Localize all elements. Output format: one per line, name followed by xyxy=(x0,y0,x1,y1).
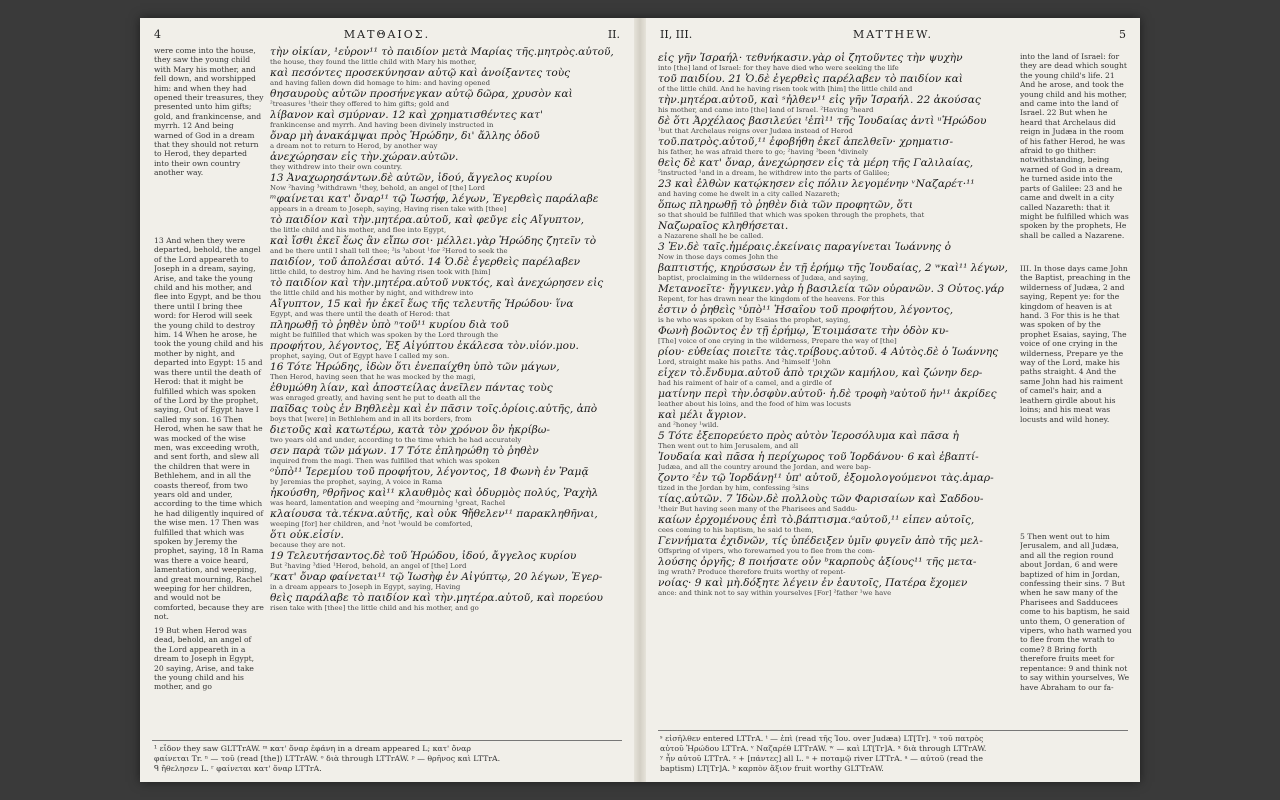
greek-line: ἐθυμώθη λίαν, καὶ ἀποστείλας ἀνεῖλεν πάντας τοὺς xyxy=(270,382,553,394)
greek-line: βαπτιστής, κηρύσσων ἐν τῇ ἐρήμῳ τῆς Ἰουδαίας, 2 ʷκαὶ¹¹ λέγων, xyxy=(658,262,1008,274)
english-gloss-line: Offspring of vipers, who forewarned you to flee from the com- xyxy=(658,547,875,555)
english-gloss-line: the house, they found the little child with Mary his mother, xyxy=(270,58,477,66)
english-gloss-line: is he who was spoken of by Esaias the prophet, saying, xyxy=(658,316,851,324)
english-gloss-line: and having fallen down did homage to him: and having opened xyxy=(270,79,490,87)
greek-line: λίβανον καὶ σμύρναν. 12 καὶ χρηματισθέντες κατ' xyxy=(270,109,543,121)
greek-line: θησαυροὺς αὐτῶν προσήνεγκαν αὐτῷ δῶρα, χρυσὸν καὶ xyxy=(270,88,573,100)
greek-line: ἐστιν ὁ ῥηθεὶς ˣὑπὸ¹¹ Ἡσαΐου τοῦ προφήτου, λέγοντος, xyxy=(658,304,954,316)
greek-line: καὶ μέλι ἄγριον. xyxy=(658,409,747,421)
greek-line: ʳκατ' ὄναρ φαίνεται¹¹ τῷ Ἰωσὴφ ἐν Αἰγύπτῳ, 20 λέγων, Ἐγερ- xyxy=(270,571,603,583)
page-number: 4 xyxy=(154,28,161,41)
greek-line: τὴν οἰκίαν, ¹εὗρον¹¹ τὸ παιδίον μετὰ Μαρίας τῆς.μητρὸς.αὐτοῦ, xyxy=(270,46,614,58)
english-gloss-line: ing wrath? Produce therefore fruits worthy of repent- xyxy=(658,568,846,576)
greek-line: 16 Τότε Ἡρώδης, ἰδὼν ὅτι ἐνεπαίχθη ὑπὸ τῶν μάγων, xyxy=(270,361,560,373)
english-gloss-line: and be there until I shall tell thee; ²is ³about ¹for ²Herod to seek the xyxy=(270,247,508,255)
greek-line: διετοῦς καὶ κατωτέρω, κατὰ τὸν χρόνον ὃν ἠκρίβω- xyxy=(270,424,550,436)
english-gloss-line: so that should be fulfilled that which was spoken through the prophets, that xyxy=(658,211,925,219)
greek-line: ἠκούσθη, ᵖθρῆνος καὶ¹¹ κλαυθμὸς καὶ ὀδυρμὸς πολύς, Ῥαχὴλ xyxy=(270,487,599,499)
english-column-block: III. In those days came John the Baptist, preaching in the wilderness of Judæa, 2 and saying, Repent ye: for the kingdom of heaven is at hand. 3 For this is he that was spoken of by the prophet Esaias, saying, The voice of one crying in the wilderness, Prepare ye the way of the Lord, make his paths straight. 4 And the same John had his raiment of camel's hair, and a leathern girdle about his loins; and his meat was locusts and wild honey. xyxy=(1020,264,1131,424)
greek-line: Ναζωραῖος κληθήσεται. xyxy=(658,220,789,232)
left-page-header xyxy=(154,28,620,48)
english-gloss-line: by Jeremias the prophet, saying, A voice in Rama xyxy=(270,478,443,486)
greek-line: τοῦ παιδίου. 21 Ὁ.δὲ ἐγερθεὶς παρέλαβεν τὸ παιδίον καὶ xyxy=(658,73,963,85)
greek-line: ᵒὑπὸ¹¹ Ἱερεμίου τοῦ προφήτου, λέγοντος, 18 Φωνὴ ἐν Ῥαμᾷ xyxy=(270,466,589,478)
greek-line: κλαίουσα τὰ.τέκνα.αὐτῆς, καὶ οὐκ ᑫἤθελεν¹¹ παρακληθῆναι, xyxy=(270,508,598,520)
english-gloss-line: was heard, lamentation and weeping and ²mourning ¹great, Rachel xyxy=(270,499,506,507)
greek-line: ᵐφαίνεται κατ' ὄναρ¹¹ τῷ Ἰωσήφ, λέγων, Ἐγερθεὶς παράλαβε xyxy=(270,193,599,205)
english-gloss-line: ¹their But having seen many of the Pharisees and Saddu- xyxy=(658,505,858,513)
english-gloss-line: of the little child. And he having risen took with [him] the little child and xyxy=(658,85,913,93)
greek-line: τίας.αὐτῶν. 7 Ἰδὼν.δὲ πολλοὺς τῶν Φαρισαίων καὶ Σαδδου- xyxy=(658,493,984,505)
english-gloss-line: because they are not. xyxy=(270,541,346,549)
english-gloss-line: Now ²having ³withdrawn ¹they, behold, an angel of [the] Lord xyxy=(270,184,485,192)
english-gloss-line: they withdrew into their own country. xyxy=(270,163,403,171)
greek-line: καὶ πεσόντες προσεκύνησαν αὐτῷ καὶ ἀνοίξαντες τοὺς xyxy=(270,67,571,79)
greek-line: καίων ἐρχομένους ἐπὶ τὸ.βάπτισμα.ᵃαὐτοῦ,¹¹ εἶπεν αὐτοῖς, xyxy=(658,514,975,526)
book-gutter xyxy=(634,18,646,782)
english-gloss-line: in a dream appears to Joseph in Egypt, saying, Having xyxy=(270,583,461,591)
english-column-block: 13 And when they were departed, behold, the angel of the Lord appeareth to Joseph in a dream, saying, Arise, and take the young child and his mother, and flee into Egypt, and be thou there until I bring thee word: for Herod will seek the young child to destroy him. 14 When he arose, he took the young child and his mother by night, and departed into Egypt: 15 and was there until the death of Herod: that it might be fulfilled which was spoken of the Lord by the prophet, saying, Out of Egypt have I called my son. 16 Then Herod, when he saw that he was mocked of the wise men, was exceeding wroth, and sent forth, and slew all the children that were in Bethlehem, and in all the coasts thereof, from two years old and under, according to the time which he had diligently inquired of the wise men. 17 Then was fulfilled that which was spoken by Jeremy the prophet, saying, 18 In Rama was there a voice heard, lamentation, and weeping, and great mourning, Rachel weeping for her children, and would not be comforted, because they are not. xyxy=(154,236,264,622)
greek-line: δὲ ὅτι Ἀρχέλαος βασιλεύει ᵗἐπὶ¹¹ τῆς Ἰουδαίας ἀντὶ ᵘἩρώδου xyxy=(658,115,987,127)
greek-line: ὅτι οὐκ.εἰσίν. xyxy=(270,529,344,541)
english-gloss-line: ance: and think not to say within yourselves [For] ²father ¹we have xyxy=(658,589,892,597)
greek-line: σεν παρὰ τῶν μάγων. 17 Τότε ἐπληρώθη τὸ ῥηθὲν xyxy=(270,445,539,457)
chapter-marker: II. xyxy=(607,28,620,41)
english-column-block: 5 Then went out to him Jerusalem, and all Judæa, and all the region round about Jordan, 6 and were baptized of him in Jordan, confessing their sins. 7 But when he saw many of the Pharisees and Sadducees come to his baptism, he said unto them, O generation of vipers, who hath warned you to flee from the wrath to come? 8 Bring forth therefore fruits meet for repentance: 9 and think not to say within yourselves, We have Abraham to our fa- xyxy=(1020,532,1132,692)
english-gloss-line: prophet, saying, Out of Egypt have I called my son. xyxy=(270,352,450,360)
english-gloss-line: and ²honey ¹wild. xyxy=(658,421,719,429)
greek-line: θεὶς παράλαβε τὸ παιδίον καὶ τὴν.μητέρα.αὐτοῦ, καὶ πορεύου xyxy=(270,592,603,604)
greek-line: τὸ παιδίον καὶ τὴν.μητέρα.αὐτοῦ, καὶ φεῦγε εἰς Αἴγυπτον, xyxy=(270,214,585,226)
greek-line: τὸ παιδίον καὶ τὴν.μητέρα.αὐτοῦ νυκτός, καὶ ἀνεχώρησεν εἰς xyxy=(270,277,604,289)
english-gloss-line: the little child and his mother, and flee into Egypt, xyxy=(270,226,447,234)
greek-line: Αἴγυπτον, 15 καὶ ἦν ἐκεῖ ἕως τῆς τελευτῆς Ἡρώδου· ἵνα xyxy=(270,298,574,310)
english-gloss-line: frankincense and myrrh. And having been divinely instructed in xyxy=(270,121,494,129)
english-gloss-line: two years old and under, according to the time which he had accurately xyxy=(270,436,522,444)
english-gloss-line: a dream not to return to Herod, by another way xyxy=(270,142,438,150)
footnote-line: ¹ εἶδον they saw GLTTrAW. ᵐ κατ' ὄναρ ἐφάνη in a dream appeared L; κατ' ὄναρ xyxy=(154,744,471,753)
english-gloss-line: inquired from the magi. Then was fulfilled that which was spoken xyxy=(270,457,500,465)
greek-line: 5 Τότε ἐξεπορεύετο πρὸς αὐτὸν Ἱεροσόλυμα καὶ πᾶσα ἡ xyxy=(658,430,959,442)
english-gloss-line: baptist, proclaiming in the wilderness of Judæa, and saying, xyxy=(658,274,869,282)
greek-line: παιδίον, τοῦ ἀπολέσαι αὐτό. 14 Ὁ.δὲ ἐγερθεὶς παρέλαβεν xyxy=(270,256,581,268)
english-gloss-line: little child, to destroy him. And he having risen took with [him] xyxy=(270,268,491,276)
greek-line: παῖδας τοὺς ἐν Βηθλεὲμ καὶ ἐν πᾶσιν τοῖς.ὁρίοις.αὐτῆς, ἀπὸ xyxy=(270,403,598,415)
chapter-marker: II, III. xyxy=(660,28,693,41)
footnote-line: ᑫ ἤθελησεν L. ʳ φαίνεται κατ' ὄναρ LTTrA. xyxy=(154,764,322,773)
english-gloss-line: into [the] land of Israel: for they have died who were seeking the life xyxy=(658,64,899,72)
footnote-divider xyxy=(152,740,622,741)
greek-line: Ἰουδαία καὶ πᾶσα ἡ περίχωρος τοῦ Ἰορδάνου· 6 καὶ ἐβαπτί- xyxy=(658,451,979,463)
greek-line: τὴν.μητέρα.αὐτοῦ, καὶ ˢἦλθεν¹¹ εἰς γῆν Ἰσραήλ. 22 ἀκούσας xyxy=(658,94,981,106)
greek-line: νοίας· 9 καὶ μὴ.δόξητε λέγειν ἐν ἑαυτοῖς, Πατέρα ἔχομεν xyxy=(658,577,968,589)
english-column-block: into the land of Israel: for they are dead which sought the young child's life. 21 And he arose, and took the young child and his mother, and came into the land of Israel. 22 But when he heard that Archelaus did reign in Judæa in the room of his father Herod, he was afraid to go thither: notwithstanding, being warned of God in a dream, he turned aside into the parts of Galilee: 23 and he came and dwelt in a city called Nazareth: that it might be fulfilled which was spoken by the prophets, He shall be called a Nazarene. xyxy=(1020,52,1129,240)
english-gloss-line: tized in the Jordan by him, confessing ²sins xyxy=(658,484,809,492)
greek-line: προφήτου, λέγοντος, Ἐξ Αἰγύπτου ἐκάλεσα τὸν.υἱόν.μου. xyxy=(270,340,579,352)
english-gloss-line: was enraged greatly, and having sent he put to death all the xyxy=(270,394,481,402)
english-gloss-line: cees coming to his baptism, he said to them, xyxy=(658,526,814,534)
left-page xyxy=(140,18,634,782)
footnote-line: φαίνεται Tr. ⁿ — τοῦ (read [the]) LTTrAW. ᵒ διὰ through LTTrAW. ᵖ — θρῆνος καὶ LTTrA. xyxy=(154,754,501,763)
english-gloss-line: ²treasures ¹their they offered to him gifts; gold and xyxy=(270,100,450,108)
english-gloss-line: Egypt, and was there until the death of Herod: that xyxy=(270,310,450,318)
english-gloss-line: Now in those days comes John the xyxy=(658,253,779,261)
footnotes xyxy=(660,734,1126,774)
english-gloss-line: Lord, straight make his paths. And ²himself ¹John xyxy=(658,358,831,366)
english-gloss-line: the little child and his mother by night, and withdrew into xyxy=(270,289,474,297)
greek-line: ὄναρ μὴ ἀνακάμψαι πρὸς Ἡρώδην, δι' ἄλλης ὁδοῦ xyxy=(270,130,540,142)
english-gloss-line: appears in a dream to Joseph, saying, Having risen take with [thee] xyxy=(270,205,507,213)
footnote-line: αὐτοῦ Ἡρώδου LTTrA. ᵛ Ναζαρέθ LTTrAW. ʷ — καὶ LT[Tr]A. ˣ διὰ through LTTrAW. xyxy=(660,744,987,753)
english-gloss-line: might be fulfilled that which was spoken by the Lord through the xyxy=(270,331,499,339)
greek-line: καὶ ἴσθι ἐκεῖ ἕως ἂν εἴπω σοι· μέλλει.γὰρ Ἡρώδης ζητεῖν τὸ xyxy=(270,235,597,247)
footnote-line: ʸ ἦν αὐτοῦ LTTrA. ᶻ + [πάντες] all L. ᵃ + ποταμῷ river LTTrA. ᵃ — αὐτοῦ (read the xyxy=(660,754,983,763)
english-gloss-line: leather about his loins, and the food of him was locusts xyxy=(658,400,852,408)
greek-line: Φωνὴ βοῶντος ἐν τῇ ἐρήμῳ, Ἑτοιμάσατε τὴν ὁδὸν κυ- xyxy=(658,325,949,337)
greek-line: θεὶς δὲ κατ' ὄναρ, ἀνεχώρησεν εἰς τὰ μέρη τῆς Γαλιλαίας, xyxy=(658,157,974,169)
greek-line: ὅπως πληρωθῇ τὸ ῥηθὲν διὰ τῶν προφητῶν, ὅτι xyxy=(658,199,914,211)
english-gloss-line: Then Herod, having seen that he was mocked by the magi, xyxy=(270,373,476,381)
english-gloss-line: his mother, and came into [the] land of Israel. ²Having ³heard xyxy=(658,106,874,114)
footnote-line: baptism) LT[Tr]A. ᵇ καρπὸν ἄξιον fruit worthy GLTTrAW. xyxy=(660,764,884,773)
page-number: 5 xyxy=(1119,28,1126,41)
greek-line: εἰς γῆν Ἰσραήλ· τεθνήκασιν.γὰρ οἱ ζητοῦντες τὴν ψυχὴν xyxy=(658,52,963,64)
running-title: MATTHEW. xyxy=(853,28,933,41)
english-gloss-line: Judæa, and all the country around the Jordan, and were bap- xyxy=(658,463,871,471)
english-gloss-line: and having come he dwelt in a city called Nazareth; xyxy=(658,190,840,198)
greek-line: Μετανοεῖτε· ἤγγικεν.γὰρ ἡ βασιλεία τῶν οὐρανῶν. 3 Οὗτος.γάρ xyxy=(658,283,1004,295)
english-gloss-line: weeping [for] her children, and ²not ¹would be comforted, xyxy=(270,520,473,528)
greek-line: λούσης ὀργῆς; 8 ποιήσατε οὖν ᵇκαρποὺς ἀξίους¹¹ τῆς μετα- xyxy=(658,556,977,568)
english-gloss-line: [The] voice of one crying in the wilderness, Prepare the way of [the] xyxy=(658,337,897,345)
english-gloss-line: his father, he was afraid there to go; ²having ³been ⁴divinely xyxy=(658,148,869,156)
footnotes xyxy=(154,744,620,774)
interlinear-text xyxy=(658,52,1014,726)
greek-line: 3 Ἐν.δὲ ταῖς.ἡμέραις.ἐκείναις παραγίνεται Ἰωάννης ὁ xyxy=(658,241,951,253)
english-gloss-line: ¹but that Archelaus reigns over Judæa instead of Herod xyxy=(658,127,853,135)
running-title: ΜΑΤΘΑΙΟΣ. xyxy=(343,28,431,41)
book-spread xyxy=(140,18,1140,782)
greek-line: 13 Ἀναχωρησάντων.δὲ αὐτῶν, ἰδού, ἄγγελος κυρίου xyxy=(270,172,553,184)
greek-line: 19 Τελευτήσαντος.δὲ τοῦ Ἡρώδου, ἰδού, ἄγγελος κυρίου xyxy=(270,550,577,562)
greek-line: ἀνεχώρησαν εἰς τὴν.χώραν.αὐτῶν. xyxy=(270,151,459,163)
interlinear-text xyxy=(270,46,624,732)
english-gloss-line: had his raiment of hair of a camel, and a girdle of xyxy=(658,379,832,387)
english-column-block: were come into the house, they saw the young child with Mary his mother, and fell down, and worshipped him: and when they had opened their treasures, they presented unto him gifts; gold, and frankincense, and myrrh. 12 And being warned of God in a dream that they should not return to Herod, they departed into their own country another way. xyxy=(154,46,264,178)
greek-line: ματίνην περὶ τὴν.ὀσφὺν.αὐτοῦ· ἡ.δὲ τροφὴ ʸαὐτοῦ ἦν¹¹ ἀκρίδες xyxy=(658,388,997,400)
footnote-divider xyxy=(658,730,1128,731)
greek-line: ρίου· εὐθείας ποιεῖτε τὰς.τρίβους.αὐτοῦ. 4 Αὐτὸς.δὲ ὁ Ἰωάννης xyxy=(658,346,999,358)
english-gloss-line: But ²having ³died ¹Herod, behold, an angel of [the] Lord xyxy=(270,562,467,570)
greek-line: ζοντο ᶻἐν τῷ Ἰορδάνῃ¹¹ ὑπ' αὐτοῦ, ἐξομολογούμενοι τὰς.ἁμαρ- xyxy=(658,472,994,484)
greek-line: τοῦ.πατρὸς.αὐτοῦ,¹¹ ἐφοβήθη ἐκεῖ ἀπελθεῖν· χρηματισ- xyxy=(658,136,954,148)
english-gloss-line: Repent, for has drawn near the kingdom of the heavens. For this xyxy=(658,295,885,303)
english-gloss-line: boys that [were] in Bethlehem and in all its borders, from xyxy=(270,415,472,423)
right-page xyxy=(646,18,1140,782)
english-gloss-line: Then went out to him Jerusalem, and all xyxy=(658,442,799,450)
english-gloss-line: risen take with [thee] the little child and his mother, and go xyxy=(270,604,479,612)
english-gloss-line: a Nazarene shall he be called. xyxy=(658,232,764,240)
right-page-header xyxy=(660,28,1126,48)
english-column-block: 19 But when Herod was dead, behold, an angel of the Lord appeareth in a dream to Joseph in Egypt, 20 saying, Arise, and take the young child and his mother, and go xyxy=(154,626,255,692)
greek-line: πληρωθῇ τὸ ῥηθὲν ὑπὸ ⁿτοῦ¹¹ κυρίου διὰ τοῦ xyxy=(270,319,509,331)
greek-line: 23 καὶ ἐλθὼν κατῴκησεν εἰς πόλιν λεγομένην ᵛΝαζαρέτ·¹¹ xyxy=(658,178,975,190)
english-gloss-line: ⁵instructed ¹and in a dream, he withdrew into the parts of Galilee; xyxy=(658,169,890,177)
greek-line: Γεννήματα ἐχιδνῶν, τίς ὑπέδειξεν ὑμῖν φυγεῖν ἀπὸ τῆς μελ- xyxy=(658,535,983,547)
greek-line: εἶχεν τὸ.ἔνδυμα.αὐτοῦ ἀπὸ τριχῶν καμήλου, καὶ ζώνην δερ- xyxy=(658,367,983,379)
footnote-line: ˢ εἰσῆλθεν entered LTTrA. ᵗ — ἐπὶ (read τῆς Ἰου. over Judæa) LT[Tr]. ᵘ τοῦ πατρὸς xyxy=(660,734,984,743)
